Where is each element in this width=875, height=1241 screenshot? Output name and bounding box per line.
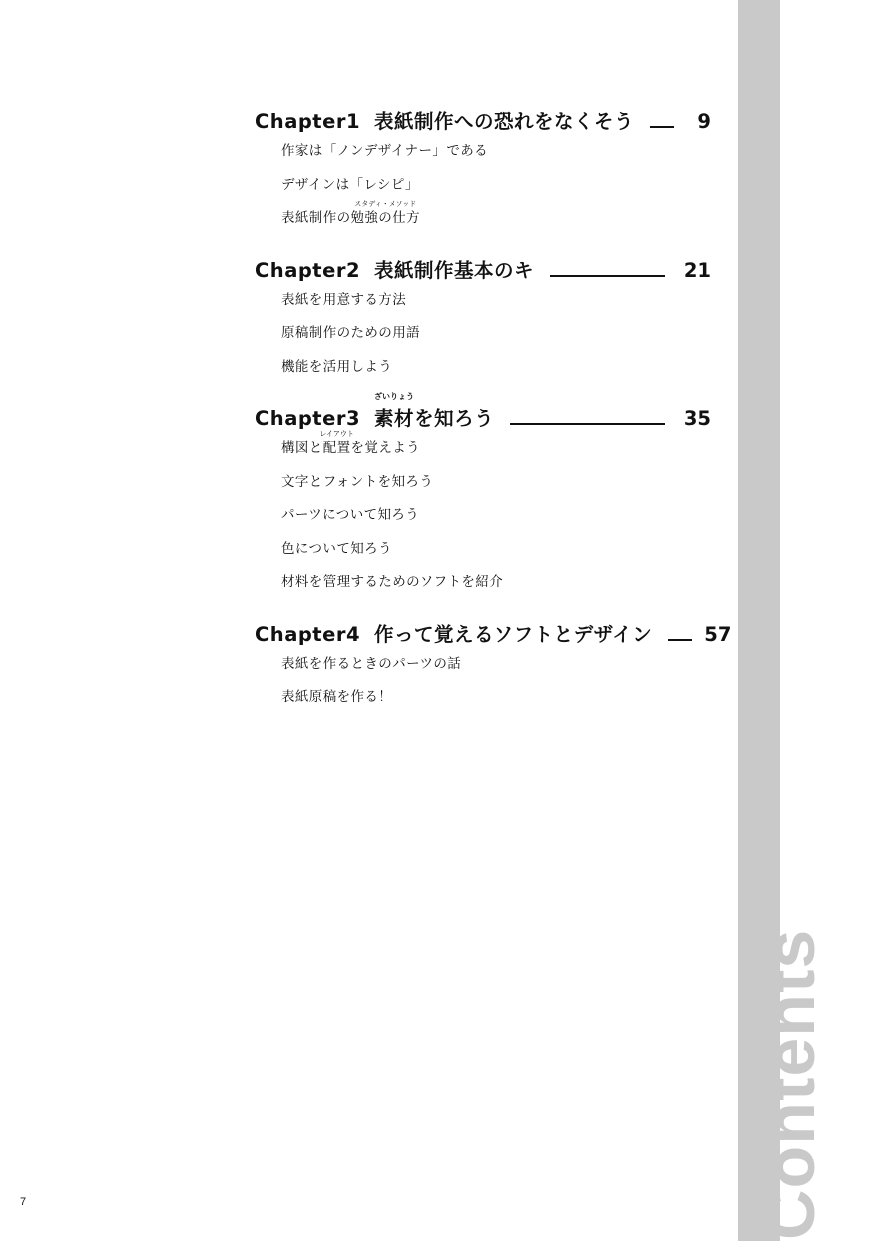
ruby-group — [374, 392, 415, 431]
toc-section-text-pre: 表紙制作の — [281, 210, 351, 225]
toc-section-item[interactable]: 機能を活用しよう — [281, 358, 393, 374]
toc-section-item[interactable]: 文字とフォントを知ろう — [281, 473, 434, 489]
toc-chapter-3-page: 35 — [683, 407, 711, 430]
ruby-base: 素材 — [374, 408, 415, 430]
toc-chapter-2-head[interactable] — [255, 255, 711, 283]
toc-chapter-1-sections — [281, 144, 715, 225]
toc-chapter-3-sections — [281, 431, 715, 589]
toc-section-item[interactable]: 原稿制作のための用語 — [281, 325, 420, 340]
ruby-annotation: レイアウト — [319, 431, 354, 438]
toc-chapter-2-leader — [550, 275, 665, 277]
toc-chapter-3-title-rest: を知ろう — [414, 408, 495, 430]
table-of-contents — [255, 106, 732, 724]
ruby-group — [350, 201, 421, 225]
ruby-annotation: スタディ・メソッド — [354, 201, 417, 208]
toc-chapter-1-page: 9 — [697, 110, 711, 133]
toc-chapter-2-label: Chapter2 — [255, 258, 361, 282]
toc-section-text-pre: 構図と — [281, 440, 323, 455]
ruby-base: 配置 — [322, 440, 351, 455]
toc-section-item[interactable]: 表紙を作るときのパーツの話 — [281, 655, 462, 671]
ruby-group — [319, 431, 354, 455]
toc-chapter-4-title: 作って覚えるソフトとデザイン — [374, 623, 653, 646]
toc-chapter-1-leader — [650, 126, 674, 128]
spacer — [255, 391, 715, 403]
toc-chapter-3-leader — [510, 423, 665, 425]
toc-chapter-4-label: Chapter4 — [255, 622, 361, 646]
toc-section-item[interactable]: 作家は「ノンデザイナー」である — [281, 143, 489, 158]
toc-section-item[interactable] — [281, 201, 715, 225]
side-section-title: Contents — [751, 928, 829, 1240]
toc-chapter-2-page: 21 — [683, 258, 711, 282]
toc-section-item[interactable]: 表紙原稿を作る！ — [281, 689, 393, 704]
spacer — [255, 243, 715, 255]
toc-chapter-3-title — [374, 392, 495, 431]
toc-chapter-4-leader — [668, 639, 692, 641]
toc-chapter-4-sections — [281, 657, 715, 704]
spacer — [255, 607, 715, 619]
toc-chapter-1 — [255, 106, 715, 225]
ruby-base: 勉強の仕方 — [350, 210, 420, 225]
toc-chapter-3 — [255, 392, 715, 589]
toc-chapter-1-head[interactable] — [255, 106, 711, 134]
toc-chapter-3-head[interactable] — [255, 392, 711, 431]
toc-section-item[interactable] — [281, 431, 715, 455]
toc-chapter-1-label: Chapter1 — [255, 110, 361, 133]
toc-chapter-2-title: 表紙制作基本のキ — [374, 259, 535, 282]
toc-section-text-post: を覚えよう — [350, 440, 421, 455]
toc-chapter-2-sections — [281, 293, 715, 374]
page-number: 7 — [20, 1196, 27, 1208]
toc-section-item[interactable]: 表紙を用意する方法 — [281, 291, 407, 307]
toc-chapter-2 — [255, 255, 715, 374]
toc-section-item[interactable]: 材料を管理するためのソフトを紹介 — [281, 574, 504, 589]
toc-section-item[interactable]: デザインは「レシピ」 — [281, 176, 419, 192]
toc-chapter-4-head[interactable] — [255, 619, 732, 647]
toc-section-item[interactable]: 色について知ろう — [281, 540, 392, 556]
toc-section-item[interactable]: パーツについて知ろう — [281, 507, 420, 522]
toc-chapter-4 — [255, 619, 732, 704]
toc-chapter-1-title: 表紙制作への恐れをなくそう — [374, 111, 635, 133]
toc-chapter-3-label: Chapter3 — [255, 407, 361, 430]
ruby-annotation: ざいりょう — [374, 392, 415, 401]
toc-chapter-4-page: 57 — [704, 622, 732, 646]
